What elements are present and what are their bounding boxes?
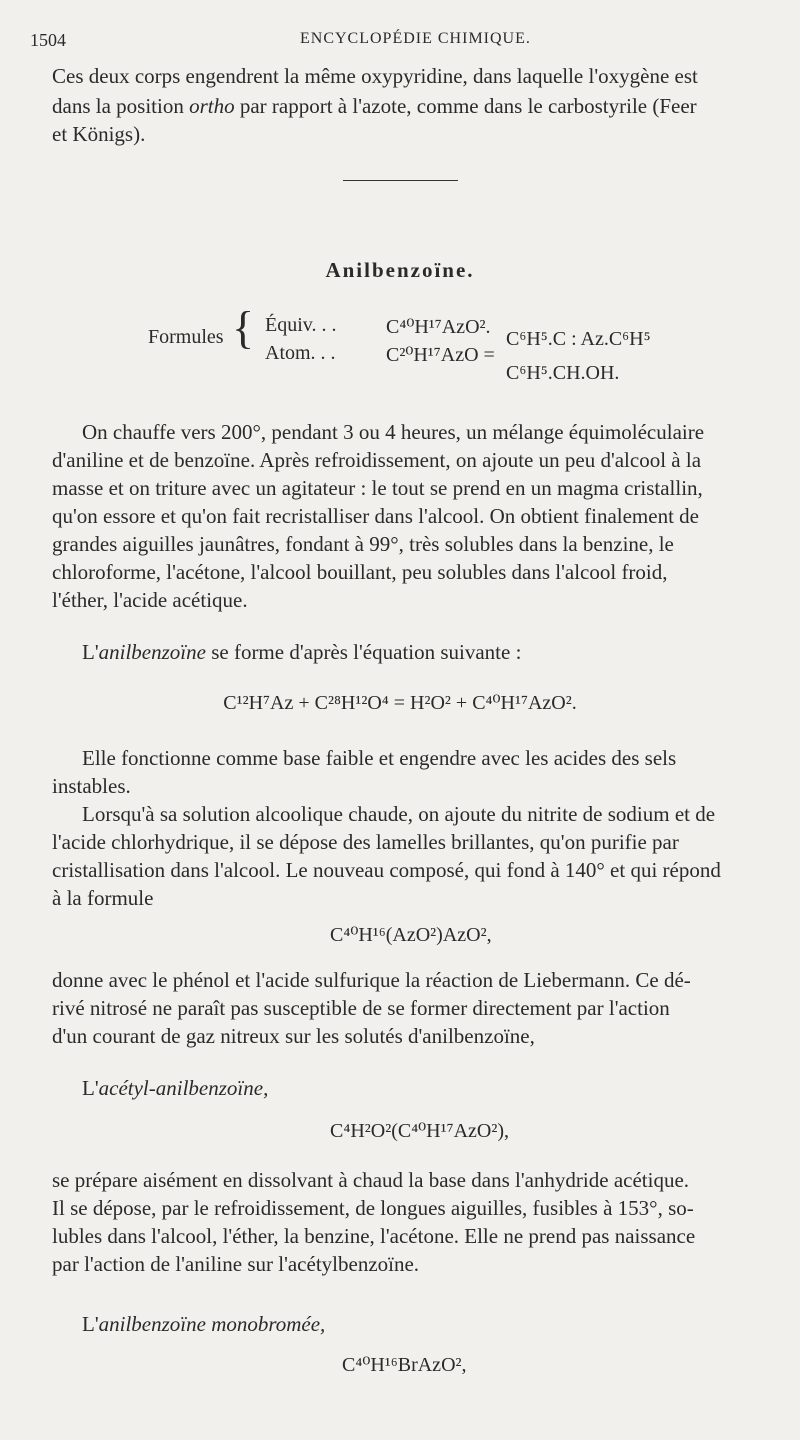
para6-line-3: lubles dans l'alcool, l'éther, la benzine, l'acétone. Elle ne prend pas naissance: [52, 1224, 696, 1248]
intro-line-2: dans la position ortho par rapport à l'azote, comme dans le carbostyrile (Feer: [52, 94, 697, 118]
running-head: ENCYCLOPÉDIE CHIMIQUE.: [300, 30, 531, 47]
page-number: 1504: [30, 30, 66, 50]
structure-line-2: C⁶H⁵.CH.OH.: [506, 362, 620, 384]
para1-line-6: chloroforme, l'acétone, l'alcool bouillant, peu solubles dans l'alcool froid,: [52, 560, 668, 584]
para4-line-3: cristallisation dans l'alcool. Le nouveau composé, qui fond à 140° et qui répond: [52, 858, 721, 882]
page-header: [30, 30, 760, 54]
separator-rule: [343, 180, 458, 181]
intro-line-3: et Königs).: [52, 122, 146, 146]
nitroso-formula: C⁴⁰H¹⁶(AzO²)AzO²,: [330, 924, 492, 946]
monobromee-heading: L'anilbenzoïne monobromée,: [82, 1312, 326, 1336]
brace-symbol: {: [232, 302, 255, 353]
para3-line-2: instables.: [52, 774, 131, 798]
para5-line-1: donne avec le phénol et l'acide sulfurique la réaction de Liebermann. Ce dé-: [52, 968, 691, 992]
acetyl-formula: C⁴H²O²(C⁴⁰H¹⁷AzO²),: [330, 1120, 510, 1142]
para1-line-2: d'aniline et de benzoïne. Après refroidissement, on ajoute un peu d'alcool à la: [52, 448, 702, 472]
equiv-label: Équiv. . .: [265, 314, 337, 336]
para1-line-5: grandes aiguilles jaunâtres, fondant à 99°, très solubles dans la benzine, le: [52, 532, 674, 556]
equiv-formula: C⁴⁰H¹⁷AzO².: [386, 316, 491, 338]
para1-line-1: On chauffe vers 200°, pendant 3 ou 4 heures, un mélange équimoléculaire: [82, 420, 705, 444]
para5-line-3: d'un courant de gaz nitreux sur les solutés d'anilbenzoïne,: [52, 1024, 535, 1048]
para1-line-4: qu'on essore et qu'on fait recristalliser dans l'alcool. On obtient finalement de: [52, 504, 699, 528]
para5-line-2: rivé nitrosé ne paraît pas susceptible de se former directement par l'action: [52, 996, 670, 1020]
para4-line-4: à la formule: [52, 886, 154, 910]
para6-line-2: Il se dépose, par le refroidissement, de longues aiguilles, fusibles à 153°, so-: [52, 1196, 694, 1220]
para2: L'anilbenzoïne se forme d'après l'équation suivante :: [82, 640, 522, 664]
para4-line-1: Lorsqu'à sa solution alcoolique chaude, on ajoute du nitrite de sodium et de: [82, 802, 716, 826]
para4-line-2: l'acide chlorhydrique, il se dépose des lamelles brillantes, qu'on purifie par: [52, 830, 679, 854]
main-equation: C¹²H⁷Az + C²⁸H¹²O⁴ = H²O² + C⁴⁰H¹⁷AzO².: [223, 692, 577, 714]
intro-line-1: Ces deux corps engendrent la même oxypyridine, dans laquelle l'oxygène est: [52, 64, 698, 88]
section-title: Anilbenzoïne.: [325, 258, 475, 282]
atom-label: Atom. . .: [265, 342, 336, 364]
para1-line-3: masse et on triture avec un agitateur : le tout se prend en un magma cristallin,: [52, 476, 703, 500]
para1-line-7: l'éther, l'acide acétique.: [52, 588, 248, 612]
para3-line-1: Elle fonctionne comme base faible et engendre avec les acides des sels: [82, 746, 677, 770]
acetyl-heading: L'acétyl-anilbenzoïne,: [82, 1076, 269, 1100]
formulas-label: Formules: [148, 326, 224, 348]
monobromee-formula: C⁴⁰H¹⁶BrAzO²,: [342, 1354, 467, 1376]
para6-line-1: se prépare aisément en dissolvant à chaud la base dans l'anhydride acétique.: [52, 1168, 690, 1192]
structure-line-1: C⁶H⁵.C : Az.C⁶H⁵: [506, 328, 651, 350]
atom-formula: C²⁰H¹⁷AzO =: [386, 344, 495, 366]
para6-line-4: par l'action de l'aniline sur l'acétylbenzoïne.: [52, 1252, 420, 1276]
